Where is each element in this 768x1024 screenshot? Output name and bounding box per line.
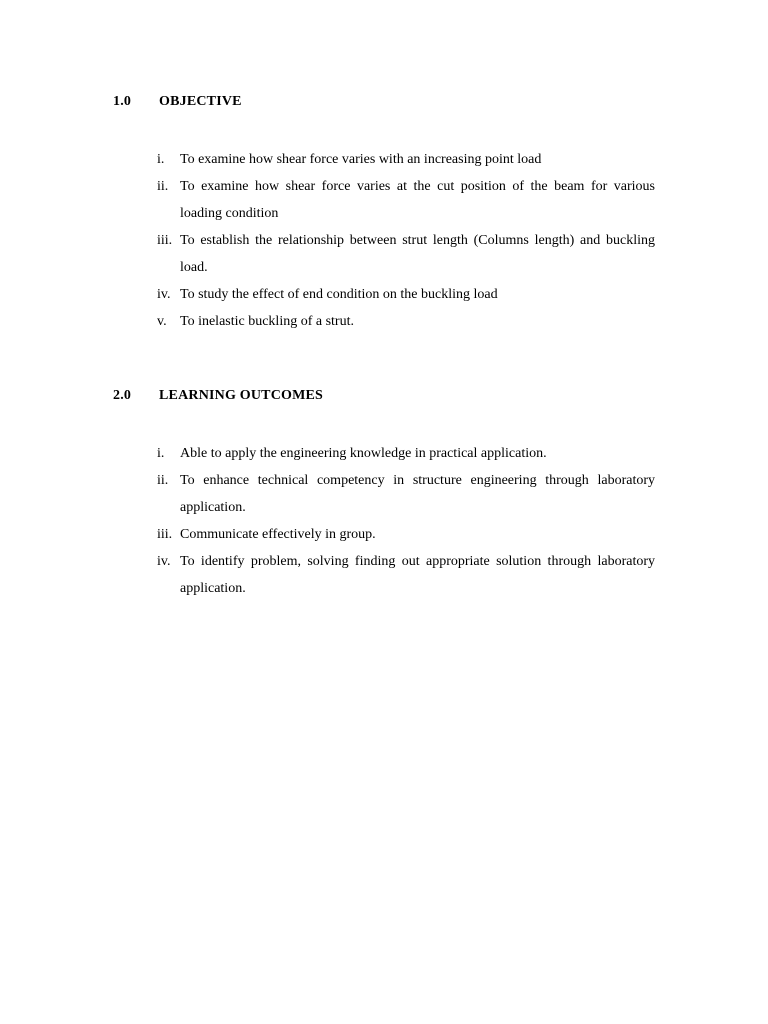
list-marker: iv.: [157, 287, 171, 302]
objective-list: [157, 146, 655, 335]
list-item: [157, 281, 655, 308]
list-item: [157, 227, 655, 281]
objective-number: 1.0: [113, 94, 132, 109]
list-item: [157, 173, 655, 227]
list-item: [157, 146, 655, 173]
list-marker: i.: [157, 152, 165, 167]
objective-section: [113, 93, 673, 335]
learning-outcomes-title: LEARNING OUTCOMES: [159, 388, 324, 403]
list-item: [157, 308, 655, 335]
objective-title: OBJECTIVE: [159, 94, 242, 109]
list-marker: ii.: [157, 473, 169, 488]
list-marker: v.: [157, 314, 167, 329]
list-text: Communicate effectively in group.: [180, 527, 376, 542]
list-item: [157, 467, 655, 521]
list-marker: i.: [157, 446, 165, 461]
list-text: To examine how shear force varies with an increasing point load: [180, 152, 542, 167]
objective-heading: [113, 93, 673, 111]
list-item: [157, 440, 655, 467]
learning-outcomes-list: [157, 440, 655, 602]
list-text: To identify problem, solving finding out appropriate solution through laboratory application.: [180, 554, 655, 596]
learning-outcomes-number: 2.0: [113, 388, 132, 403]
list-text: To establish the relationship between strut length (Columns length) and buckling load.: [180, 233, 655, 275]
list-text: To enhance technical competency in structure engineering through laboratory application.: [180, 473, 655, 515]
list-text: Able to apply the engineering knowledge in practical application.: [180, 446, 547, 461]
list-item: [157, 521, 655, 548]
list-marker: iv.: [157, 554, 171, 569]
list-marker: iii.: [157, 527, 173, 542]
list-marker: iii.: [157, 233, 173, 248]
list-text: To inelastic buckling of a strut.: [180, 314, 354, 329]
learning-outcomes-heading: [113, 387, 673, 405]
list-text: To examine how shear force varies at the cut position of the beam for various loading condition: [180, 179, 655, 221]
list-text: To study the effect of end condition on the buckling load: [180, 287, 498, 302]
learning-outcomes-section: [113, 387, 673, 602]
list-marker: ii.: [157, 179, 169, 194]
list-item: [157, 548, 655, 602]
